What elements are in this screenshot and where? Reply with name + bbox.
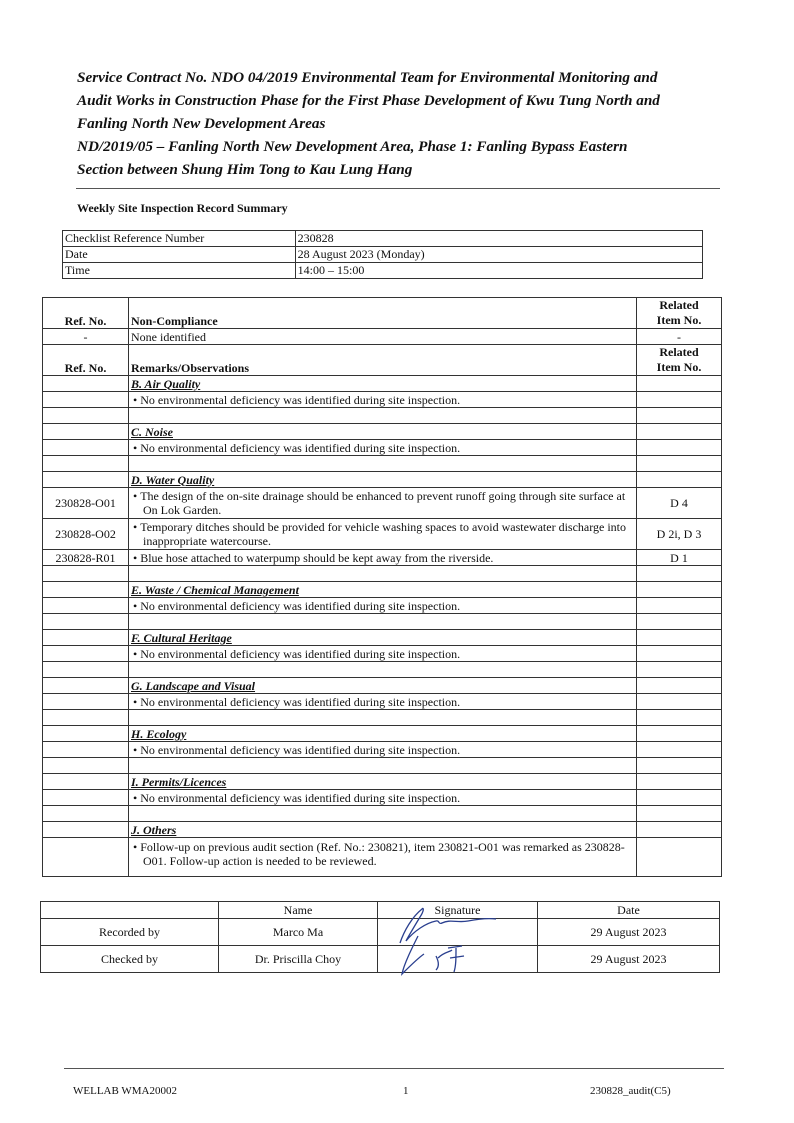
remark-text: • Temporary ditches should be provided for vehicle washing spaces to avoid wastewater discharge into inappropriate watercourse. bbox=[129, 519, 637, 550]
info-row bbox=[63, 263, 703, 279]
category-row bbox=[43, 630, 722, 646]
inspection-table bbox=[42, 297, 722, 877]
category-row bbox=[43, 472, 722, 488]
category-label: H. Ecology bbox=[129, 726, 637, 742]
info-row bbox=[63, 247, 703, 263]
item-cell: D 4 bbox=[637, 488, 722, 519]
category-label: F. Cultural Heritage bbox=[129, 630, 637, 646]
title-divider bbox=[76, 188, 720, 189]
item-cell: - bbox=[637, 329, 722, 345]
signature-table bbox=[40, 901, 720, 973]
remarks-header-row bbox=[43, 345, 722, 376]
section-subtitle: Weekly Site Inspection Record Summary bbox=[77, 201, 288, 215]
category-label: E. Waste / Chemical Management bbox=[129, 582, 637, 598]
footer-page-number: 1 bbox=[403, 1085, 409, 1097]
checklist-info-table bbox=[62, 230, 703, 279]
info-value: 28 August 2023 (Monday) bbox=[295, 247, 702, 263]
ref-cell: 230828-R01 bbox=[43, 550, 129, 566]
remark-row bbox=[43, 838, 722, 877]
name-cell: Dr. Priscilla Choy bbox=[219, 946, 378, 973]
remarks-header: Remarks/Observations bbox=[129, 345, 637, 376]
category-row bbox=[43, 582, 722, 598]
name-header: Name bbox=[219, 902, 378, 919]
category-label: I. Permits/Licences bbox=[129, 774, 637, 790]
signature-row bbox=[41, 946, 720, 973]
ref-header: Ref. No. bbox=[43, 345, 129, 376]
role-cell: Checked by bbox=[41, 946, 219, 973]
footer-left: WELLAB WMA20002 bbox=[73, 1085, 177, 1097]
category-row bbox=[43, 822, 722, 838]
signature-cell bbox=[378, 946, 538, 973]
info-value: 230828 bbox=[295, 231, 702, 247]
remark-row bbox=[43, 392, 722, 408]
title-line: Service Contract No. NDO 04/2019 Environmental Team for Environmental Monitoring and bbox=[77, 69, 658, 86]
ref-header: Ref. No. bbox=[43, 298, 129, 329]
info-label: Date bbox=[63, 247, 296, 263]
ref-cell: 230828-O01 bbox=[43, 488, 129, 519]
remark-row bbox=[43, 742, 722, 758]
spacer-row bbox=[43, 408, 722, 424]
remark-text: • No environmental deficiency was identified during site inspection. bbox=[129, 598, 637, 614]
date-cell: 29 August 2023 bbox=[538, 946, 720, 973]
title-line: ND/2019/05 – Fanling North New Development Area, Phase 1: Fanling Bypass Eastern bbox=[77, 138, 628, 155]
related-item-header: Related Item No. bbox=[637, 298, 722, 329]
remark-row bbox=[43, 440, 722, 456]
remark-text: • No environmental deficiency was identified during site inspection. bbox=[129, 440, 637, 456]
remark-text: • No environmental deficiency was identified during site inspection. bbox=[129, 742, 637, 758]
non-compliance-header-row bbox=[43, 298, 722, 329]
document-title bbox=[77, 66, 717, 181]
remark-row bbox=[43, 790, 722, 806]
title-line: Section between Shung Him Tong to Kau Lung Hang bbox=[77, 161, 413, 178]
ref-cell: 230828-O02 bbox=[43, 519, 129, 550]
date-cell: 29 August 2023 bbox=[538, 919, 720, 946]
remark-row bbox=[43, 646, 722, 662]
info-value: 14:00 – 15:00 bbox=[295, 263, 702, 279]
remark-text: • No environmental deficiency was identified during site inspection. bbox=[129, 392, 637, 408]
remark-text: • No environmental deficiency was identified during site inspection. bbox=[129, 646, 637, 662]
spacer-row bbox=[43, 758, 722, 774]
remark-row bbox=[43, 550, 722, 566]
non-compliance-header: Non-Compliance bbox=[129, 298, 637, 329]
signature-header: Signature bbox=[378, 902, 538, 919]
info-row bbox=[63, 231, 703, 247]
remark-row bbox=[43, 519, 722, 550]
title-line: Audit Works in Construction Phase for the First Phase Development of Kwu Tung North and bbox=[77, 92, 660, 109]
category-label: C. Noise bbox=[129, 424, 637, 440]
name-cell: Marco Ma bbox=[219, 919, 378, 946]
ref-cell: - bbox=[43, 329, 129, 345]
title-line: Fanling North New Development Areas bbox=[77, 115, 326, 132]
info-label: Time bbox=[63, 263, 296, 279]
related-item-header: Related Item No. bbox=[637, 345, 722, 376]
remark-row bbox=[43, 694, 722, 710]
category-row bbox=[43, 678, 722, 694]
remark-text: • Follow-up on previous audit section (Ref. No.: 230821), item 230821-O01 was remarked as 230828-O01. Follow-up action is needed to be reviewed. bbox=[129, 838, 637, 877]
spacer-row bbox=[43, 566, 722, 582]
remark-text: • Blue hose attached to waterpump should be kept away from the riverside. bbox=[129, 550, 637, 566]
info-label: Checklist Reference Number bbox=[63, 231, 296, 247]
spacer-row bbox=[43, 614, 722, 630]
spacer-row bbox=[43, 806, 722, 822]
remark-row bbox=[43, 598, 722, 614]
spacer-row bbox=[43, 456, 722, 472]
category-row bbox=[43, 376, 722, 392]
remark-text: • No environmental deficiency was identified during site inspection. bbox=[129, 694, 637, 710]
footer-divider bbox=[64, 1068, 724, 1069]
footer-right: 230828_audit(C5) bbox=[590, 1085, 671, 1097]
non-compliance-row bbox=[43, 329, 722, 345]
remark-text: • The design of the on-site drainage should be enhanced to prevent runoff going through site surface at On Lok Garden. bbox=[129, 488, 637, 519]
category-row bbox=[43, 774, 722, 790]
category-label: B. Air Quality bbox=[129, 376, 637, 392]
category-label: D. Water Quality bbox=[129, 472, 637, 488]
category-label: G. Landscape and Visual bbox=[129, 678, 637, 694]
signature-priscilla-choy bbox=[378, 928, 538, 980]
category-row bbox=[43, 424, 722, 440]
spacer-row bbox=[43, 710, 722, 726]
date-header: Date bbox=[538, 902, 720, 919]
remark-text: • No environmental deficiency was identified during site inspection. bbox=[129, 790, 637, 806]
item-cell: D 2i, D 3 bbox=[637, 519, 722, 550]
category-row bbox=[43, 726, 722, 742]
remark-row bbox=[43, 488, 722, 519]
spacer-row bbox=[43, 662, 722, 678]
item-cell: D 1 bbox=[637, 550, 722, 566]
desc-cell: None identified bbox=[129, 329, 637, 345]
category-label: J. Others bbox=[129, 822, 637, 838]
role-cell: Recorded by bbox=[41, 919, 219, 946]
